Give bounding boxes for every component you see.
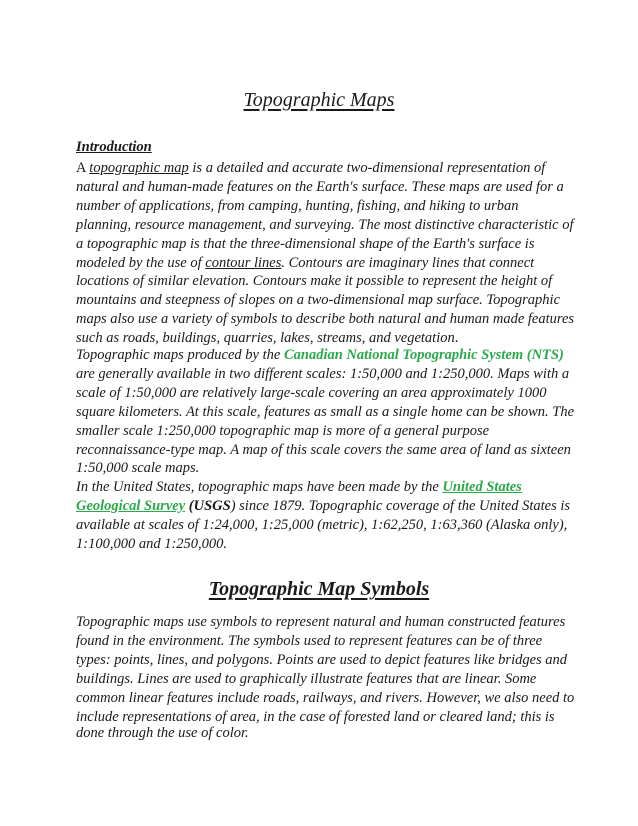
paragraph-text: are generally available in two different scales: 1:50,000 and 1:250,000. Maps with a scale of 1:50,000 are relatively large-scale covering an area approximately 1000 square kilometers. At this scale, features as small as a single home can be shown. The smaller scale 1:250,000 topographic map is more of a general purpose reconnaissance-type map. A map of this scale covers the same area of land as sixteen 1:50,000 scale maps. xyxy=(76,365,575,477)
intro-heading: Introduction xyxy=(76,139,152,155)
paragraph-text: ) since 1879. Topographic coverage of the United States is available at scales of 1:24,000, 1:25,000 (metric), 1:62,250, 1:63,360 (Alaska only), 1:100,000 and 1:250,000. xyxy=(76,497,571,552)
nts-link[interactable]: Canadian National Topographic System (NTS) xyxy=(283,347,564,363)
paragraph-text: Topographic maps produced by the xyxy=(76,347,284,363)
paragraph-tail: . xyxy=(454,330,459,347)
usgs-link[interactable]: United States Geological Survey xyxy=(76,479,522,514)
symbols-paragraph-end: done through the use of color. xyxy=(76,725,249,741)
nts-paragraph xyxy=(76,346,576,478)
section-title-symbols: Topographic Map Symbols xyxy=(208,578,430,600)
usgs-paragraph xyxy=(76,478,576,554)
paragraph-text: . Contours are imaginary lines that connect locations of similar elevation. Contours make it possible to represent the height of mountains and steepness of slopes on a two-dimensional map surface. Topographic maps also use a variety of symbols to describe both natural and human made features such as roads, buildings, quarries, lakes, streams, and vegetation xyxy=(76,254,575,347)
page-title: Topographic Maps xyxy=(243,89,395,111)
topographic-map-link[interactable]: topographic map xyxy=(89,160,189,176)
paragraph-text: In the United States, topographic maps have been made by the xyxy=(76,479,443,495)
contour-lines-link[interactable]: contour lines xyxy=(205,254,282,271)
paragraph-text: is a detailed and accurate two-dimensional representation of natural and human-made features on the Earth's surface. These maps are used for a number of applications, from camping, hunting, fishing, and hiking to urban planning, resource management, and surveying. The most distinctive characteristic of a topographic map is that the three-dimensional shape of the Earth's surface is modeled by the use of xyxy=(76,160,574,271)
intro-paragraph xyxy=(76,159,576,348)
paren-open: ( xyxy=(185,497,194,514)
paragraph-lead: A xyxy=(76,160,90,176)
symbols-paragraph: Topographic maps use symbols to represent natural and human constructed features found in the environment. The symbols used to represent features can be of three types: points, lines, and polygons. Points are used to depict features like bridges and buildings. Lines are used to graphically illustrate features that are linear. Some common linear features include roads, railways, and rivers. However, we also need to include representations of area, in the case of forested land or cleared land; this is xyxy=(76,614,575,725)
usgs-abbr: USGS xyxy=(193,497,231,514)
